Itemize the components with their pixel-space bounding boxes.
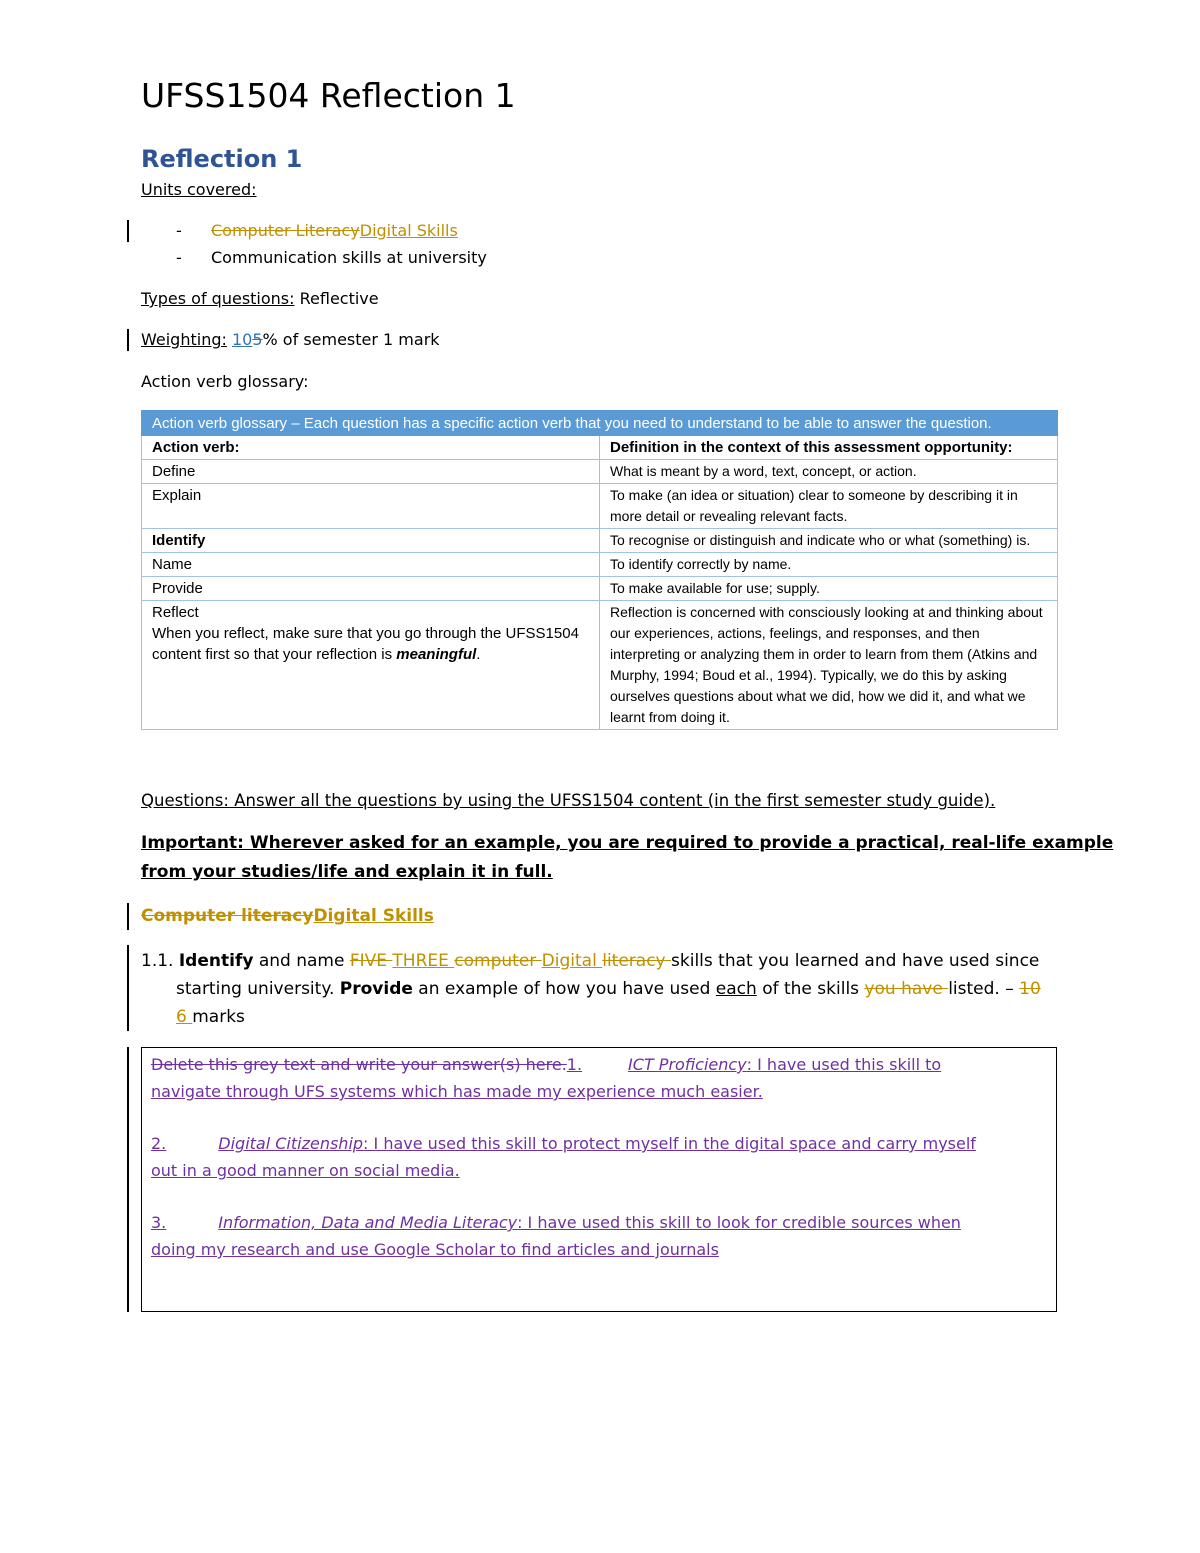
change-bar [127,903,129,930]
verb-reflect: Reflect [152,604,199,621]
glossary-label: Action verb glossary: [141,372,309,391]
deleted-text: 10 [1019,979,1041,999]
important-note-line1: Important: Wherever asked for an example, you are required to provide a practical, real-life example [141,833,1114,853]
inserted-text: 6 [176,1007,193,1027]
reflect-note: When you reflect, make sure that you go through the UFSS1504 content first so that your reflection is meaningful. [152,625,579,663]
inserted-text: Digital Skills [359,221,458,240]
definition-cell: To recognise or distinguish and indicate who or what (something) is. [600,529,1058,553]
question-1-1-line2: starting university. Provide an example of how you have used each of the skills you have listed. – 10 [176,979,1041,999]
table-row [142,601,1058,730]
weighting-label: Weighting: [141,330,227,349]
important-note-line2: from your studies/life and explain it in full. [141,862,553,882]
verb-cell: Identify [142,529,600,553]
weighting-rest: % of semester 1 mark [262,330,440,349]
deleted-text: 5 [252,330,263,349]
verb-cell: Define [142,460,600,484]
deleted-text: literacy [602,951,672,971]
verb-cell: Explain [142,484,600,529]
types-value: Reflective [294,289,379,308]
unit-item-digital-skills [211,221,458,240]
column-header-definition: Definition in the context of this assessment opportunity: [600,436,1058,460]
action-verb-glossary-table [141,410,1058,730]
deleted-text: FIVE [349,951,393,971]
answer-line-1: Delete this grey text and write your answer(s) here.1. ICT Proficiency: I have used this skill to [151,1055,942,1074]
deleted-text: Computer literacy [141,906,314,926]
answer-line-6: doing my research and use Google Scholar to find articles and journals [151,1240,719,1259]
unit-bullet: - [176,221,182,240]
deleted-text: you have [864,979,949,999]
table-row [142,553,1058,577]
types-label: Types of questions: [141,289,295,308]
column-header-verb: Action verb: [142,436,600,460]
verb-cell-reflect [142,601,600,730]
answer-line-3: 2. Digital Citizenship: I have used this skill to protect myself in the digital space and carry myself [151,1134,976,1153]
verb-cell: Name [142,553,600,577]
question-number: 1.1. [141,951,174,971]
glossary-header: Action verb glossary – Each question has a specific action verb that you need to understand to be able to answer the question. [142,411,1058,436]
inserted-text: Digital Skills [313,906,434,926]
deleted-text: computer [454,951,542,971]
deleted-text: Computer Literacy [211,221,360,240]
change-bar [127,329,129,351]
inserted-text: THREE [392,951,455,971]
verb-cell: Provide [142,577,600,601]
table-row [142,484,1058,529]
unit-bullet: - [176,248,182,267]
change-bar [127,945,129,1031]
table-row [142,529,1058,553]
definition-cell: To identify correctly by name. [600,553,1058,577]
change-bar [127,1047,129,1312]
table-row [142,577,1058,601]
question-1-1-line1: 1.1. Identify and name FIVE THREE computer Digital literacy skills that you learned and have used since [141,951,1040,971]
change-bar [127,220,129,242]
answer-line-2: navigate through UFS systems which has made my experience much easier. [151,1082,763,1101]
section-heading-digital-skills [141,906,434,926]
types-of-questions [141,289,379,308]
table-row [142,460,1058,484]
deleted-placeholder: Delete this grey text and write your answer(s) here. [151,1055,567,1074]
answer-line-5: 3. Information, Data and Media Literacy: I have used this skill to look for credible sources when [151,1213,961,1232]
units-covered-label: Units covered: [141,180,257,199]
answer-line-4: out in a good manner on social media. [151,1161,460,1180]
document-title: UFSS1504 Reflection 1 [141,76,516,115]
unit-item-communication: Communication skills at university [211,248,487,267]
questions-instruction: Questions: Answer all the questions by using the UFSS1504 content (in the first semester study guide). [141,791,996,810]
weighting [141,330,440,349]
inserted-text: Digital [541,951,603,971]
question-1-1-line3: 6 marks [176,1007,245,1027]
inserted-text: 10 [231,330,253,349]
definition-cell: Reflection is concerned with consciously looking at and thinking about our experiences, actions, feelings, and responses, and then interpreting or analyzing them in order to learn from them (Atkins and Murphy, 1994; Boud et al., 1994). Typically, we do this by asking ourselves questions about what we did, how we did it, and what we learnt from doing it. [600,601,1058,730]
definition-cell: To make (an idea or situation) clear to someone by describing it in more detail or revealing relevant facts. [600,484,1058,529]
definition-cell: What is meant by a word, text, concept, or action. [600,460,1058,484]
reflection-heading: Reflection 1 [141,145,303,173]
definition-cell: To make available for use; supply. [600,577,1058,601]
